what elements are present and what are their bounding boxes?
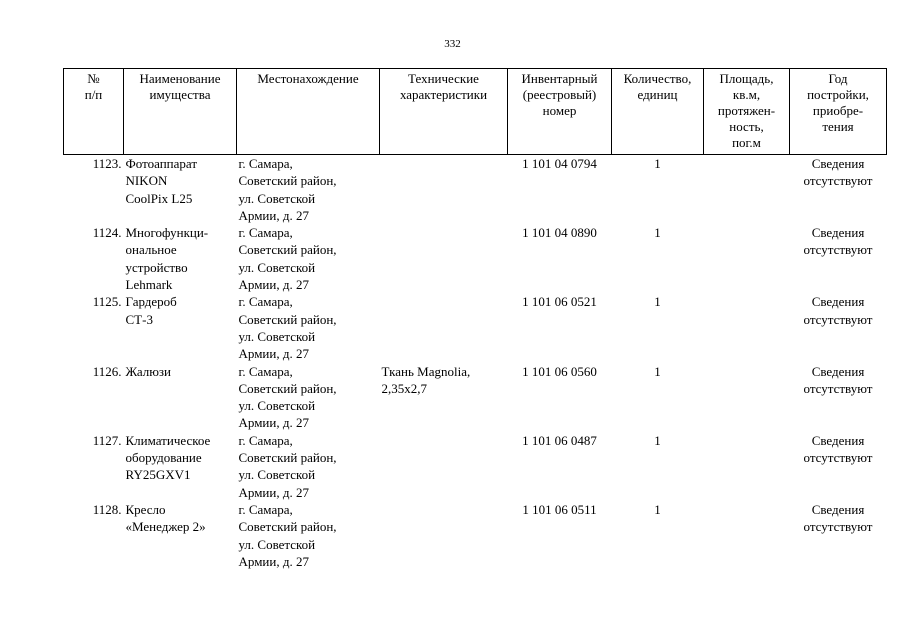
cell-name [124, 501, 237, 570]
text-line: г. Самара, [238, 294, 293, 310]
text-line: ональное [125, 242, 177, 258]
cell-location [237, 501, 380, 570]
text-line: приобре- [812, 103, 864, 118]
text-line: отсутствуют [803, 173, 873, 189]
text-line: «Менеджер 2» [125, 519, 206, 535]
cell-tech [380, 293, 508, 362]
text-line: ул. Советской [238, 190, 316, 206]
cell-name [124, 293, 237, 362]
text-line: имущества [149, 87, 211, 102]
cell-quantity: 1 [654, 294, 661, 310]
text-line: кв.м, [732, 87, 761, 102]
cell-year [790, 501, 887, 570]
text-line: ул. Советской [238, 536, 316, 552]
cell-quantity: 1 [654, 156, 661, 171]
text-line: Армии, д. 27 [238, 553, 309, 569]
text-line: № [87, 71, 100, 86]
text-line: оборудование [125, 450, 202, 466]
cell-name [124, 363, 237, 432]
header-location [237, 69, 380, 155]
cell-location [237, 432, 380, 501]
text-line: ул. Советской [238, 467, 316, 483]
text-line: Местонахождение [257, 71, 359, 86]
cell-tech [380, 501, 508, 570]
text-line: Наименование [139, 71, 221, 86]
cell-num: 1124. [92, 225, 122, 241]
text-line: Советский район, [238, 311, 337, 327]
text-line: п/п [84, 87, 103, 102]
cell-tech [380, 363, 508, 432]
cell-name [124, 155, 237, 225]
text-line: г. Самара, [238, 363, 293, 379]
cell-location [237, 155, 380, 225]
header-area [704, 69, 790, 155]
text-line: Сведения [811, 501, 865, 517]
header-year [790, 69, 887, 155]
property-register-table [63, 68, 887, 570]
text-line: Советский район, [238, 242, 337, 258]
cell-num: 1128. [92, 501, 122, 517]
cell-year [790, 432, 887, 501]
text-line: Инвентарный [521, 71, 598, 86]
header-num [64, 69, 124, 155]
text-line: (реестровый) [522, 87, 597, 102]
cell-area [704, 224, 790, 293]
table-row [64, 293, 887, 362]
header-tech [380, 69, 508, 155]
cell-num: 1127. [92, 432, 122, 448]
text-line: Сведения [811, 225, 865, 241]
page-number: 332 [444, 38, 461, 50]
text-line: Климатическое [125, 432, 211, 448]
table-row [64, 501, 887, 570]
text-line: тения [822, 119, 854, 134]
text-line: Советский район, [238, 450, 337, 466]
text-line: Многофункци- [125, 225, 209, 241]
table-body [64, 155, 887, 571]
text-line: Площадь, [719, 71, 774, 86]
text-line: Советский район, [238, 380, 337, 396]
text-line: NIKON [125, 173, 168, 189]
cell-year [790, 224, 887, 293]
text-line: г. Самара, [238, 156, 293, 171]
cell-name [124, 432, 237, 501]
text-line: г. Самара, [238, 225, 293, 241]
text-line: Кресло [125, 501, 166, 517]
text-line: Армии, д. 27 [238, 484, 309, 500]
text-line: Количество, [623, 71, 692, 86]
text-line: Сведения [811, 156, 865, 171]
table-row [64, 224, 887, 293]
text-line: ул. Советской [238, 398, 316, 414]
text-line: Фотоаппарат [125, 156, 198, 171]
cell-location [237, 293, 380, 362]
text-line: СТ-3 [125, 311, 153, 327]
table-row [64, 155, 887, 225]
text-line: Советский район, [238, 173, 337, 189]
text-line: Год [828, 71, 848, 86]
text-line: пог.м [732, 135, 761, 150]
text-line: Сведения [811, 363, 865, 379]
text-line: единиц [637, 87, 678, 102]
text-line: Сведения [811, 294, 865, 310]
cell-year [790, 155, 887, 225]
text-line: ул. Советской [238, 328, 316, 344]
cell-num: 1125. [92, 294, 122, 310]
text-line: г. Самара, [238, 501, 293, 517]
cell-quantity: 1 [654, 363, 661, 379]
cell-inventory: 1 101 06 0487 [522, 432, 597, 448]
text-line: характеристики [399, 87, 488, 102]
text-line: Технические [408, 71, 479, 86]
text-line: протяжен- [717, 103, 776, 118]
cell-num: 1126. [92, 363, 122, 379]
text-line: г. Самара, [238, 432, 293, 448]
text-line: отсутствуют [803, 519, 873, 535]
text-line: Армии, д. 27 [238, 207, 309, 223]
text-line: отсутствуют [803, 450, 873, 466]
cell-year [790, 363, 887, 432]
text-line: отсутствуют [803, 311, 873, 327]
cell-area [704, 432, 790, 501]
cell-area [704, 293, 790, 362]
text-line: Сведения [811, 432, 865, 448]
text-line: Гардероб [125, 294, 177, 310]
header-quantity [612, 69, 704, 155]
text-line: номер [542, 103, 577, 118]
table-row [64, 363, 887, 432]
cell-quantity: 1 [654, 225, 661, 241]
text-line: отсутствуют [803, 242, 873, 258]
cell-num: 1123. [92, 156, 122, 171]
text-line: ность, [729, 119, 764, 134]
text-line: RY25GXV1 [125, 467, 191, 483]
cell-inventory: 1 101 04 0794 [522, 156, 597, 171]
text-line: Lehmark [125, 277, 173, 293]
cell-inventory: 1 101 06 0511 [522, 501, 597, 517]
cell-year [790, 293, 887, 362]
cell-quantity: 1 [654, 432, 661, 448]
cell-tech [380, 155, 508, 225]
text-line: CoolPix L25 [125, 190, 193, 206]
text-line: Армии, д. 27 [238, 415, 309, 431]
text-line: Армии, д. 27 [238, 346, 309, 362]
cell-quantity: 1 [654, 501, 661, 517]
text-line: Ткань Magnolia, [381, 363, 471, 379]
table-row [64, 432, 887, 501]
cell-inventory: 1 101 06 0521 [522, 294, 597, 310]
header-name [124, 69, 237, 155]
text-line: Армии, д. 27 [238, 277, 309, 293]
text-line: отсутствуют [803, 380, 873, 396]
table-header-row [64, 69, 887, 155]
cell-inventory: 1 101 06 0560 [522, 363, 597, 379]
cell-inventory: 1 101 04 0890 [522, 225, 597, 241]
text-line: ул. Советской [238, 259, 316, 275]
header-inventory [508, 69, 612, 155]
text-line: устройство [125, 259, 188, 275]
cell-location [237, 224, 380, 293]
cell-area [704, 501, 790, 570]
text-line: 2,35х2,7 [381, 380, 427, 396]
cell-tech [380, 432, 508, 501]
text-line: Советский район, [238, 519, 337, 535]
cell-location [237, 363, 380, 432]
cell-area [704, 363, 790, 432]
cell-tech [380, 224, 508, 293]
text-line: постройки, [807, 87, 869, 102]
text-line: Жалюзи [125, 363, 171, 379]
cell-name [124, 224, 237, 293]
cell-area [704, 155, 790, 225]
